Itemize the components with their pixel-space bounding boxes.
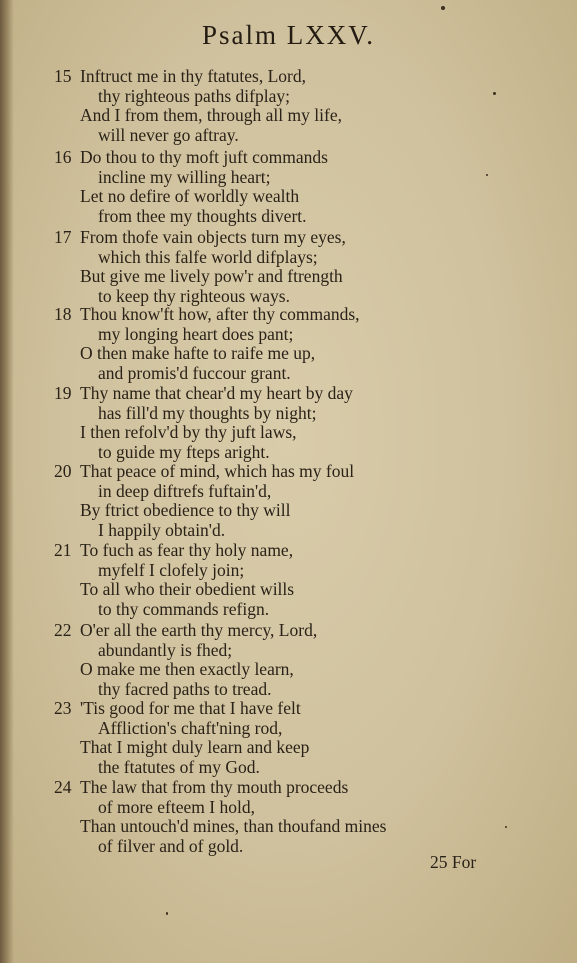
- stanza-line: I happily obtain'd.: [98, 519, 226, 540]
- stanza-line: in deep diftrefs fuftain'd,: [98, 480, 272, 501]
- stanza-21: [54, 541, 554, 619]
- stanza-line: By ftrict obedience to thy will: [80, 500, 291, 520]
- stanza-number: 20: [54, 461, 72, 481]
- stanza-line: That I might duly learn and keep: [80, 737, 310, 757]
- stanza-17: [54, 228, 554, 306]
- stanza-line: thy facred paths to tread.: [98, 678, 272, 699]
- foxing-speck: [441, 6, 445, 10]
- stanza-line: which this falfe world difplays;: [98, 246, 318, 267]
- stanza-16: [54, 148, 554, 226]
- stanza-line: To all who their obedient wills: [80, 579, 295, 599]
- stanza-line: Thou know'ft how, after thy commands,: [80, 304, 360, 324]
- stanza-line: Let no defire of worldly wealth: [80, 186, 300, 206]
- stanza-24: [54, 778, 554, 856]
- stanza-line: I then refolv'd by thy juft laws,: [80, 422, 297, 442]
- stanza-line: thy righteous paths difplay;: [98, 85, 290, 106]
- stanza-number: 24: [54, 777, 72, 797]
- stanza-line: will never go aftray.: [98, 124, 239, 145]
- page-title: Psalm LXXV.: [201, 20, 376, 50]
- stanza-line: 'Tis good for me that I have felt: [80, 698, 301, 718]
- stanza-number: 21: [54, 540, 72, 560]
- stanza-line: from thee my thoughts divert.: [98, 205, 307, 226]
- stanza-line: incline my willing heart;: [98, 166, 271, 187]
- stanza-line: That peace of mind, which has my foul: [80, 461, 355, 481]
- stanza-number: 15: [54, 66, 72, 86]
- stanza-number: 17: [54, 227, 72, 247]
- foxing-speck: [505, 826, 507, 828]
- stanza-19: [54, 384, 554, 462]
- foxing-speck: [493, 92, 496, 95]
- stanza-line: To fuch as fear thy holy name,: [80, 540, 294, 560]
- stanza-line: abundantly is fhed;: [98, 639, 233, 660]
- stanza-15: [54, 67, 554, 145]
- stanza-line: Thy name that chear'd my heart by day: [80, 383, 353, 403]
- foxing-speck: [486, 174, 488, 176]
- stanza-line: O make me then exactly learn,: [80, 659, 294, 679]
- stanza-line: and promis'd fuccour grant.: [98, 362, 291, 383]
- stanza-line: myfelf I clofely join;: [98, 559, 245, 580]
- stanza-line: But give me lively pow'r and ftrength: [80, 266, 343, 286]
- stanza-line: Do thou to thy moft juft commands: [80, 147, 328, 167]
- stanza-line: And I from them, through all my life,: [80, 105, 342, 125]
- stanza-line: my longing heart does pant;: [98, 323, 294, 344]
- stanza-line: Inftruct me in thy ftatutes, Lord,: [80, 66, 306, 86]
- stanza-line: to guide my fteps aright.: [98, 441, 270, 462]
- stanza-line: to thy commands refign.: [98, 598, 270, 619]
- stanza-line: of filver and of gold.: [98, 835, 244, 856]
- stanza-number: 22: [54, 620, 72, 640]
- stanza-line: has fill'd my thoughts by night;: [98, 402, 317, 423]
- stanza-line: of more efteem I hold,: [98, 796, 255, 817]
- stanza-number: 19: [54, 383, 72, 403]
- stanza-line: Affliction's chaft'ning rod,: [98, 717, 283, 738]
- stanza-line: Than untouch'd mines, than thoufand mines: [80, 816, 387, 836]
- stanza-line: the ftatutes of my God.: [98, 756, 260, 777]
- stanza-line: From thofe vain objects turn my eyes,: [80, 227, 346, 247]
- stanza-20: [54, 462, 554, 540]
- stanza-23: [54, 699, 554, 777]
- stanza-18: [54, 305, 554, 383]
- stanza-number: 18: [54, 304, 72, 324]
- stanza-line: O then make hafte to raife me up,: [80, 343, 316, 363]
- catchword: 25 For: [430, 852, 477, 872]
- stanza-line: The law that from thy mouth proceeds: [80, 777, 349, 797]
- foxing-speck: [166, 912, 168, 915]
- stanza-line: to keep thy righteous ways.: [98, 285, 290, 306]
- stanza-line: O'er all the earth thy mercy, Lord,: [80, 620, 318, 640]
- stanza-22: [54, 621, 554, 699]
- stanza-number: 16: [54, 147, 72, 167]
- page-binding-shadow: [0, 0, 14, 963]
- stanza-number: 23: [54, 698, 72, 718]
